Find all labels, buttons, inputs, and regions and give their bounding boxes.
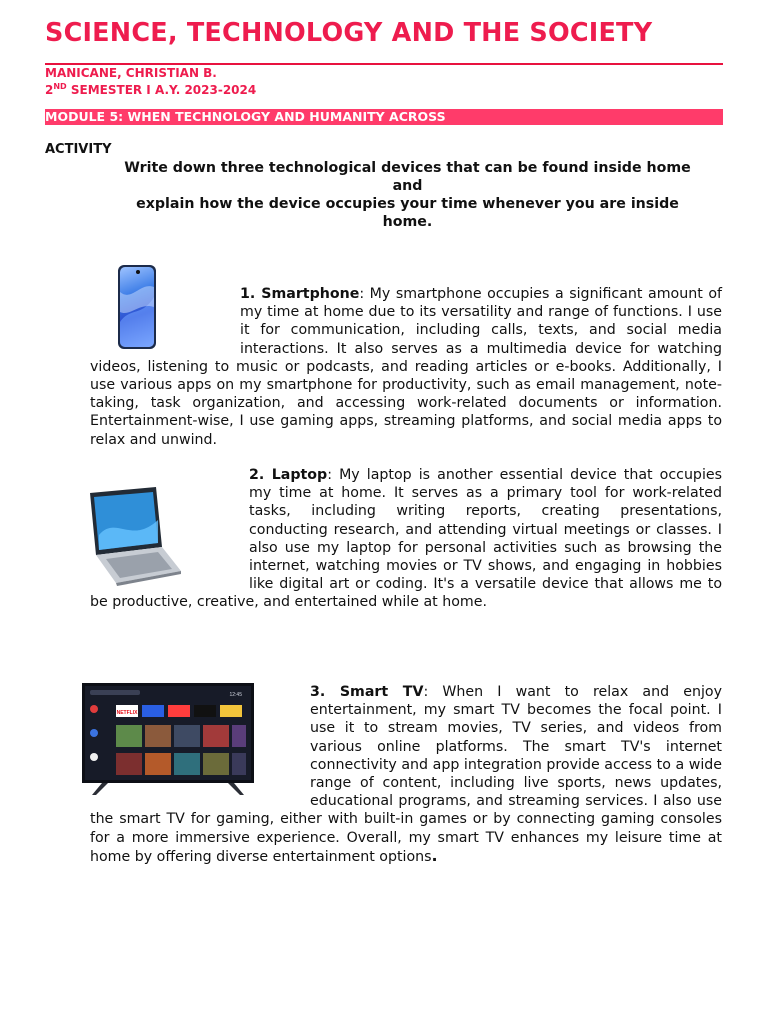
module-title-bar: MODULE 5: WHEN TECHNOLOGY AND HUMANITY ACROSS [45, 109, 723, 125]
item-heading: 3. Smart TV [310, 684, 424, 700]
item-heading: 2. Laptop [249, 467, 328, 483]
author-name: MANICANE, CHRISTIAN B. [45, 66, 217, 80]
tv-app-tile: NETFLIX [116, 710, 138, 716]
semester-line: 2ND SEMESTER I A.Y. 2023-2024 [45, 82, 257, 97]
item-smartphone [90, 285, 722, 449]
item-text: : My laptop is another essential device that occupies my time at home. It serves as a primary tool for work-related tasks, including writing reports, creating presentations, conducting research, and attending virtual meetings or classes. I also use my laptop for personal activities such as browsing the internet, watching movies or TV shows, and engaging in hobbies like digital art or coding. It's a versatile device that allows me to be productive, creative, and entertained while at home. [90, 467, 723, 611]
page-title: SCIENCE, TECHNOLOGY AND THE SOCIETY [45, 18, 653, 48]
title-divider [45, 63, 723, 65]
item-text: : My smartphone occupies a significant amount of my time at home due to its versatility and range of functions. I use it for communication, including calls, texts, and social media interactions. It also serves as a multimedia device for watching videos, listening to music or podcasts, and reading articles or e-books. Additionally, I use various apps on my smartphone for productivity, such as email management, note-taking, task organization, and accessing work-related documents or information. Entertainment-wise, I use gaming apps, streaming platforms, and social media apps to relax and unwind. [90, 286, 722, 448]
end-mark: . [431, 845, 438, 865]
activity-label: ACTIVITY [45, 142, 112, 157]
tv-clock: 12:45 [229, 692, 242, 698]
item-heading: 1. Smartphone [240, 286, 360, 302]
item-laptop [90, 466, 722, 612]
activity-prompt: Write down three technological devices that can be found inside home and explain how the device occupies your time whenever you are inside home. [124, 160, 691, 230]
item-smart-tv [90, 683, 722, 866]
author-block [45, 66, 256, 97]
item-text: : When I want to relax and enjoy entertainment, my smart TV becomes the focal point. I use it to stream movies, TV series, and videos from various online platforms. The smart TV's internet connectivity and app integration provide access to a wide range of content, including live sports, news updates, educational programs, and streaming services. I also use the smart TV for gaming, either with built-in games or by connecting gaming consoles for a more immersive experience. Overall, my smart TV enhances my leisure time at home by offering diverse entertainment options [90, 684, 722, 865]
